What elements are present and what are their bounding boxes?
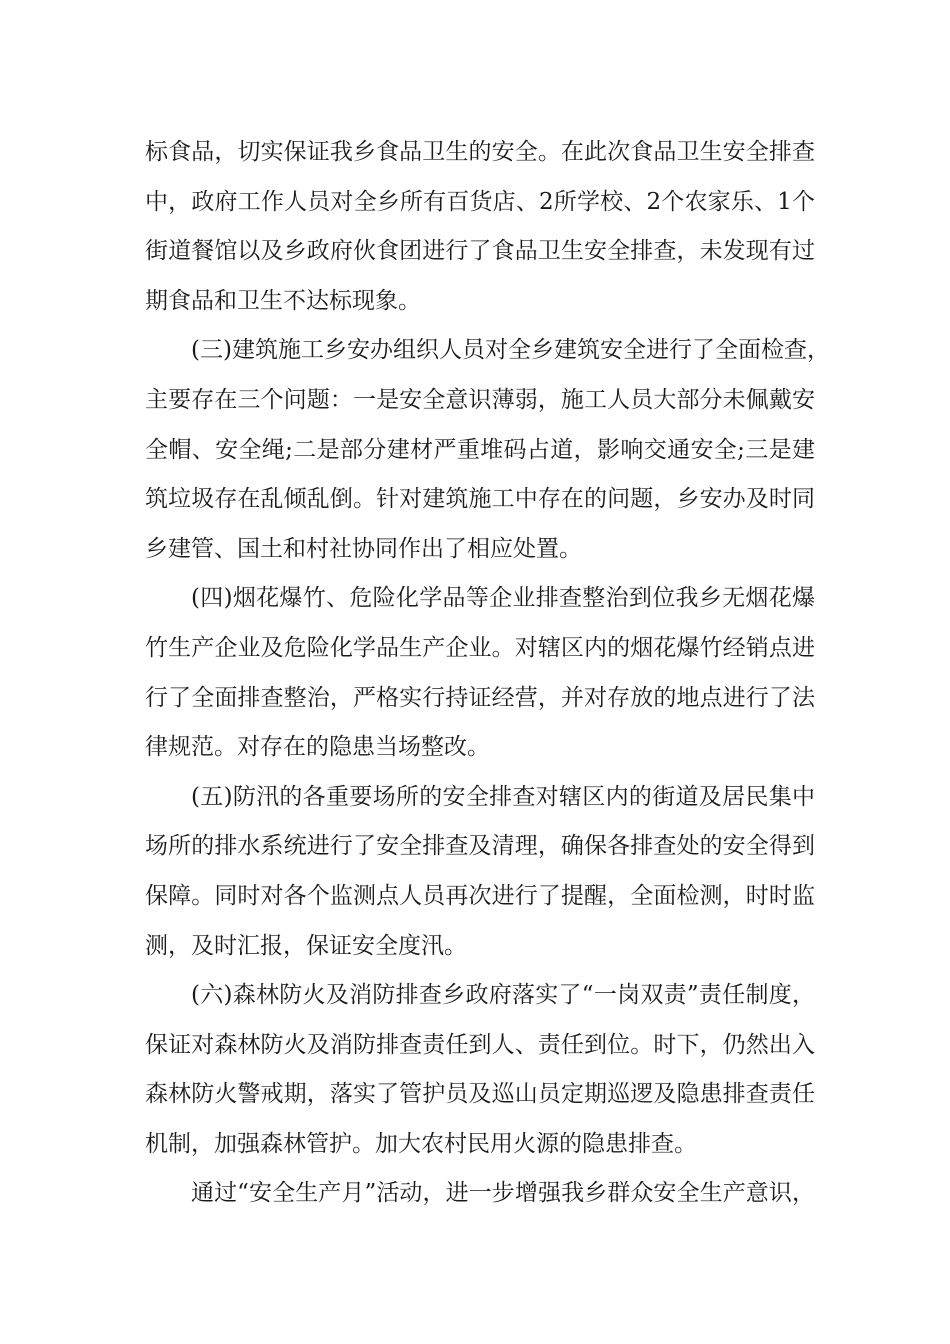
text-line: 场所的排水系统进行了安全排查及清理，确保各排查处的安全得到 bbox=[145, 833, 815, 860]
text-line: 街道餐馆以及乡政府伙食团进行了食品卫生安全排查，未发现有过 bbox=[145, 238, 815, 265]
text-line: (六)森林防火及消防排查乡政府落实了“一岗双责”责任制度， bbox=[191, 982, 815, 1009]
text-line: 森林防火警戒期，落实了管护员及巡山员定期巡逻及隐患排查责任 bbox=[145, 1081, 815, 1108]
text-line: 乡建管、国土和村社协同作出了相应处置。 bbox=[145, 535, 582, 562]
document-body bbox=[145, 128, 830, 1219]
text-line: 律规范。对存在的隐患当场整改。 bbox=[145, 734, 490, 761]
text-line: 保障。同时对各个监测点人员再次进行了提醒，全面检测，时时监 bbox=[145, 882, 815, 909]
text-line: (四)烟花爆竹、危险化学品等企业排查整治到位我乡无烟花爆 bbox=[191, 585, 815, 612]
text-line: 行了全面排查整治，严格实行持证经营，并对存放的地点进行了法 bbox=[145, 684, 815, 711]
text-line: 筑垃圾存在乱倾乱倒。针对建筑施工中存在的问题，乡安办及时同 bbox=[145, 486, 815, 513]
text-line: 主要存在三个问题：一是安全意识薄弱，施工人员大部分未佩戴安 bbox=[145, 386, 815, 413]
text-line: 通过“安全生产月”活动，进一步增强我乡群众安全生产意识， bbox=[191, 1180, 815, 1207]
text-line: 全帽、安全绳;二是部分建材严重堆码占道，影响交通安全;三是建 bbox=[145, 436, 815, 463]
text-line: 期食品和卫生不达标现象。 bbox=[145, 287, 421, 314]
text-line: 中，政府工作人员对全乡所有百货店、2所学校、2个农家乐、1个 bbox=[145, 188, 815, 215]
text-line: 保证对森林防火及消防排查责任到人、责任到位。时下，仍然出入 bbox=[145, 1031, 815, 1058]
text-line: 机制，加强森林管护。加大农村民用火源的隐患排查。 bbox=[145, 1130, 697, 1157]
text-line: 测，及时汇报，保证安全度汛。 bbox=[145, 932, 467, 959]
text-line: 标食品，切实保证我乡食品卫生的安全。在此次食品卫生安全排查 bbox=[145, 139, 815, 165]
text-line: 竹生产企业及危险化学品生产企业。对辖区内的烟花爆竹经销点进 bbox=[145, 634, 815, 661]
text-line: (三)建筑施工乡安办组织人员对全乡建筑安全进行了全面检查， bbox=[191, 337, 830, 364]
text-line: (五)防汛的各重要场所的安全排查对辖区内的街道及居民集中 bbox=[191, 783, 815, 810]
